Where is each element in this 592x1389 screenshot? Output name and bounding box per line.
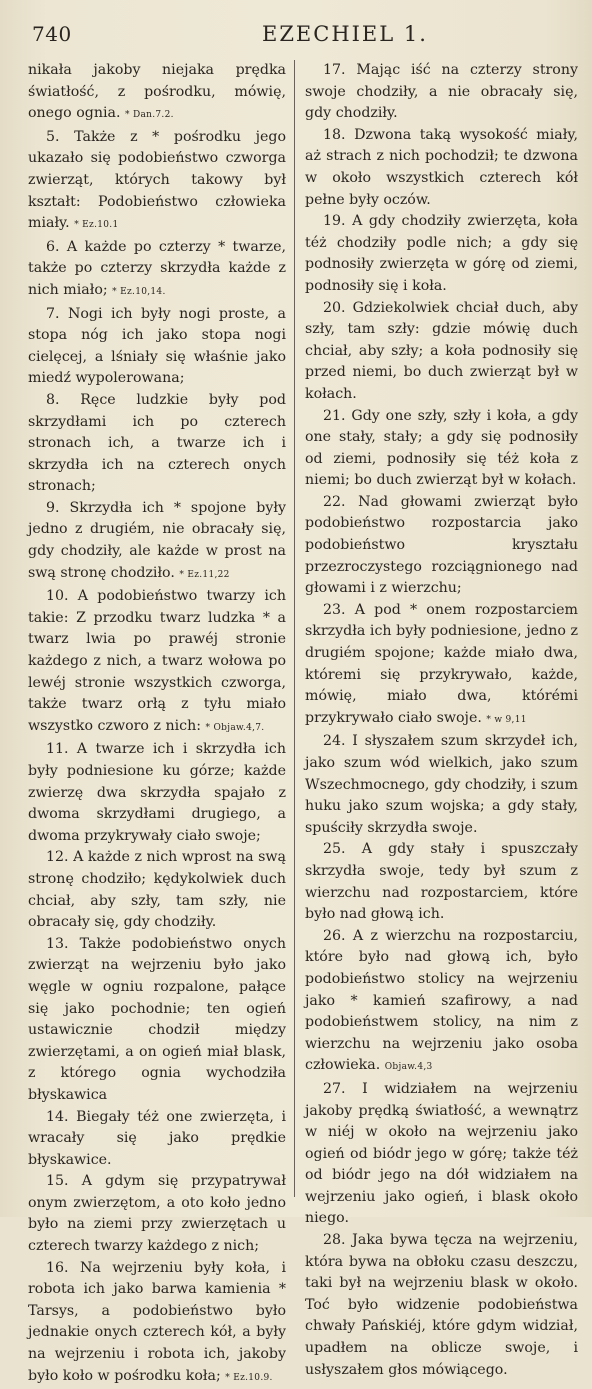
verse-text: 25. A gdy stały i spuszczały skrzydła swoje, tedy był szum z wierzchu nad rozpostarciem, które było nad głową ich. [305,841,578,923]
cross-reference: * Ez.10.1 [74,220,119,231]
verse-v28 [305,1230,578,1381]
verse-text: 28. Jaka bywa tęcza na wejrzeniu, która bywa na obłoku czasu deszczu, taki był na wejrzeniu blask w około. Toć było widzenie podobieństwa chwały Pańskiéj, które gdym widział, upadłem na oblicze swoje, i usłyszałem głos mówiącego. [305,1232,578,1378]
verse-v10 [28,586,286,739]
verse-v18 [305,125,578,211]
verse-v21 [305,406,578,492]
cross-reference: * Ez.10,14. [112,286,166,297]
verse-text: 12. A każde z nich wprost na swą stronę chodziło; kędykolwiek duch chciał, aby szły, tam szły, nie obracały się, gdy chodziły. [28,849,286,931]
verse-text: 14. Biegały téż one zwierzęta, i wracały się jako prędkie błyskawice. [28,1108,286,1168]
verse-v27 [305,1079,578,1230]
verse-text: 24. I słyszałem szum skrzydeł ich, jako szum wód wielkich, jako szum Wszechmocnego, gdy chodziły, i szum huku jako szum wojska; a gdy stały, spuściły skrzydła swoje. [305,733,578,836]
verse-text: 5. Także z * pośrodku jego ukazało się podobieństwo czworga zwierząt, których takowy był kształt: Podobieństwo człowieka miały. [28,128,286,232]
verse-v11 [28,739,286,847]
page-number: 740 [32,22,72,46]
verse-text: 17. Mając iść na czterzy strony swoje chodziły, a nie obracały się, gdy chodziły. [305,62,578,122]
verse-text: nikała jakoby niejaka prędka światłość, z pośrodku, mówię, onego ognia. [28,62,286,122]
cross-reference: * Ez.11,22 [179,569,230,580]
text-columns [28,60,578,1384]
running-title: EZECHIEL 1. [262,22,428,46]
verse-text: 15. A gdym się przypatrywał onym zwierzętom, a oto koło jedno było na ziemi przy zwierzętach u czterech twarzy każdego z nich; [28,1173,286,1255]
verse-text: 7. Nogi ich były nogi proste, a stopa nóg ich jako stopa nogi cielęcej, a lśniały się właśnie jako miedź wypolerowana; [28,305,286,387]
verse-text: 18. Dzwona taką wysokość miały, aż strach z nich pochodził; te dzwona w około wszystkich czterech kół pełne były oczów. [305,126,578,208]
verse-v9 [28,498,286,586]
verse-text: 20. Gdziekolwiek chciał duch, aby szły, tam szły: gdzie mówię duch chciał, aby szły; a koła podnosiły się przed niemi, bo duch zwierząt był w kołach. [305,299,578,402]
verse-v16 [28,1258,286,1389]
verse-text: 13. Także podobieństwo onych zwierząt na wejrzeniu było jako węgle w ogniu rozpalone, pałące się jako pochodnie; ten ogień ustawicznie chodził między zwierzętami, a on ogień miał blask, z którego ognia wychodziła błyskawica [28,935,286,1103]
verse-text: 19. A gdy chodziły zwierzęta, koła téż chodziły podle nich; a gdy się podnosiły zwierzęta w górę od ziemi, podnosiły się i koła. [305,213,578,294]
verse-text: 8. Ręce ludzkie były pod skrzydłami ich po czterech stronach ich, a twarze ich i skrzydła ich na czterech onych stronach; [28,391,286,495]
cross-reference: * Objaw.4,7. [205,722,265,733]
right-column [294,60,578,1378]
verse-v8 [28,390,286,498]
verse-v6 [28,237,286,304]
verse-v14 [28,1107,286,1172]
verse-text: 23. A pod * onem rozpostarciem skrzydła ich były podniesione, jedno z drugiém spojone; każde miało dwa, któremi się przykrywało, każde, mówię, miało dwa, którémi przykrywało ciało swoje. [305,601,578,726]
verse-v17 [305,60,578,125]
cross-reference: * Dan.7.2. [125,110,174,121]
verse-text: 9. Skrzydła ich * spojone były jedno z drugiém, nie obracały się, gdy chodziły, ale każde w prost na swą stronę chodziło. [28,499,286,581]
verse-v13 [28,934,286,1107]
verse-v15 [28,1171,286,1257]
verse-v20 [305,298,578,406]
verse-v24 [305,731,578,839]
verse-text: 27. I widziałem na wejrzeniu jakoby prędką światłość, a wewnątrz w niéj w około na wejrzeniu jako ogień od biódr jego w górę; także téż od biódr jego na dół widziałem na wejrzeniu jako ogień, i blask około niego. [305,1080,578,1227]
verse-v26 [305,926,578,1079]
page-header [32,22,572,56]
verse-text: 6. A każde po czterzy * twarze, także po czterzy skrzydła każde z nich miało; [28,238,286,298]
verse-v4-cont [28,60,286,127]
left-column [28,60,294,1384]
cross-reference: * Ez.10.9. [225,1372,273,1383]
verse-text: 16. Na wejrzeniu były koła, i robota ich jako barwa kamienia * Tarsys, a podobieństwo było jednakie onych czterech kół, a były na wejrzeniu i robota ich, jakoby było koło w pośrodku koła; [28,1259,286,1384]
verse-text: 10. A podobieństwo twarzy ich takie: Z przodku twarz ludzka * a twarz lwia po prawéj stronie każdego z nich, a twarz wołowa po lewéj stronie wszystkich czworga, także twarz orłą z tyłu miało wszystko czworo z nich: [28,588,286,734]
cross-reference: * w 9,11 [486,714,527,725]
verse-v7 [28,304,286,390]
verse-text: 22. Nad głowami zwierząt było podobieństwo rozpostarcia jako podobieństwo kryształu przezroczystego rozciągnionego nad głowami i z wierzchu; [305,493,578,597]
verse-v12 [28,847,286,933]
verse-v25 [305,839,578,925]
verse-v23 [305,600,578,732]
cross-reference: Objaw.4,3 [384,1062,433,1073]
verse-v5 [28,127,286,237]
verse-v19 [305,211,578,297]
verse-text: 11. A twarze ich i skrzydła ich były podniesione ku górze; każde zwierzę dwa skrzydła spajało z dwoma skrzydłami drugiego, a dwoma przykrywały ciało swoje; [28,741,286,844]
verse-text: 21. Gdy one szły, szły i koła, a gdy one stały, stały; a gdy się podnosiły od ziemi, podnosiły się téż koła z niemi; bo duch zwierząt był w kołach. [305,407,578,489]
verse-text: 26. A z wierzchu na rozpostarciu, które było nad głową ich, było podobieństwo stolicy na wejrzeniu jako * kamień szafirowy, a nad podobieństwem stolicy, na nim z wierzchu na wejrzeniu jako osoba człowieka. [305,927,578,1074]
verse-v22 [305,492,578,600]
